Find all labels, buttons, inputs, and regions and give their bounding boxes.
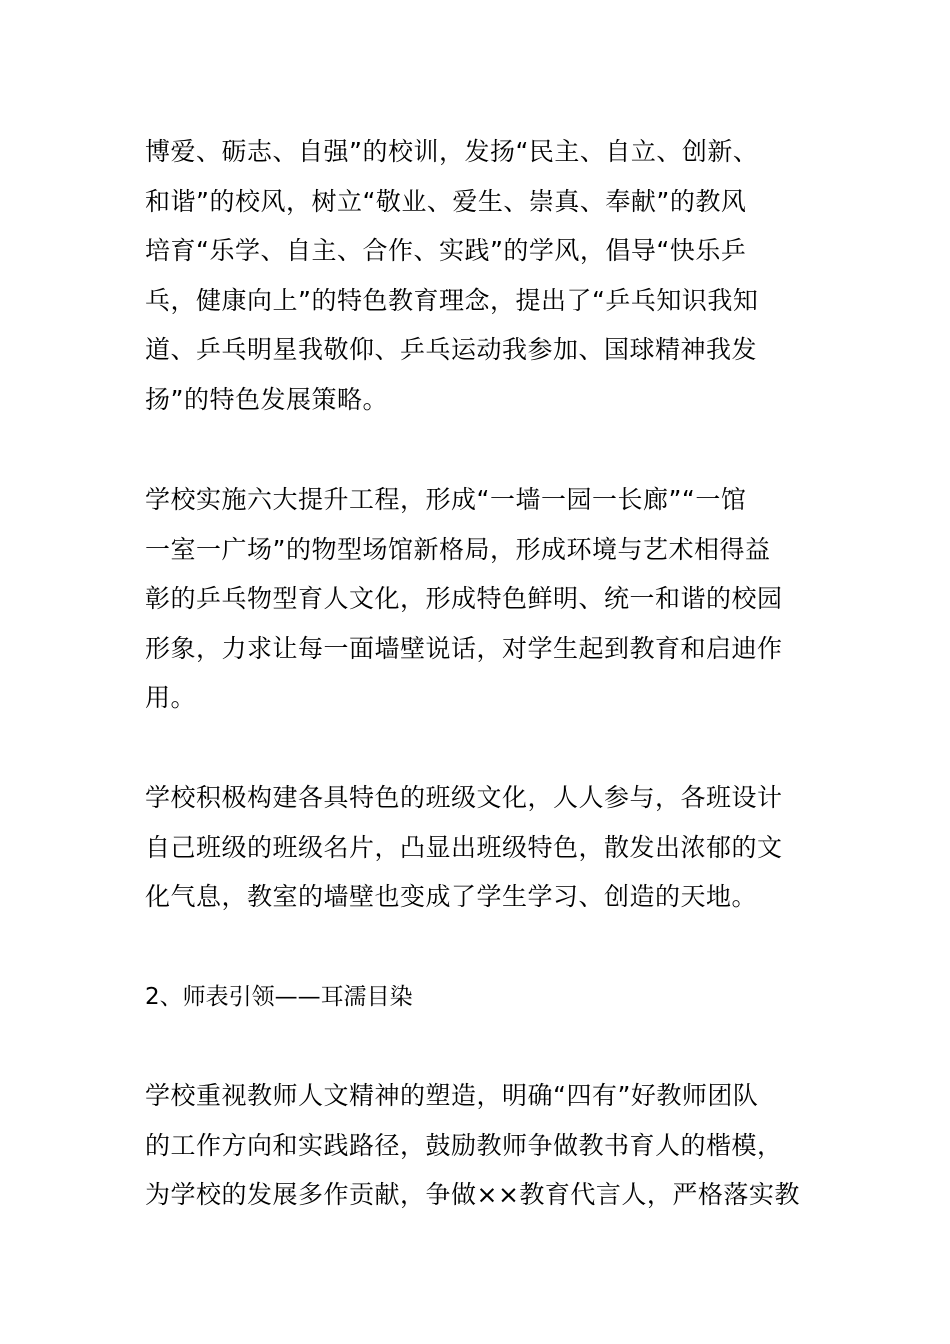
text-line: 培育“乐学、自主、合作、实践”的学风，倡导“快乐乒 [145,236,747,266]
paragraph-upgrade-projects [145,475,825,723]
text-line: 的工作方向和实践路径，鼓励教师争做教书育人的楷模， [145,1130,783,1160]
text-line: 学校积极构建各具特色的班级文化，人人参与，各班设计 [145,783,783,812]
paragraph-teacher-spirit [145,1071,825,1220]
text-line: 学校重视教师人文精神的塑造，明确“四有”好教师团队 [145,1081,759,1110]
text-line: 道、乒乓明星我敬仰、乒乓运动我参加、国球精神我发 [145,335,758,365]
text-line: 为学校的发展多作贡献，争做××教育代言人，严格落实教 [145,1180,800,1210]
text-line: 形象，力求让每一面墙壁说话，对学生起到教育和启迪作 [145,633,783,663]
text-line: 扬”的特色发展策略。 [145,384,388,414]
text-line: 学校实施六大提升工程，形成“一墙一园一长廊”“一馆 [145,485,747,514]
text-line: 彰的乒乓物型育人文化，形成特色鲜明、统一和谐的校园 [145,584,783,614]
paragraph-class-culture [145,773,825,922]
section-heading: 2、师表引领——耳濡目染 [145,984,413,1010]
text-line: 自己班级的班级名片，凸显出班级特色，散发出浓郁的文 [145,832,783,862]
paragraph-school-motto [145,127,825,425]
text-line: 和谐”的校风，树立“敬业、爱生、崇真、奉献”的教风 [145,186,747,216]
text-line: 一室一广场”的物型场馆新格局，形成环境与艺术相得益 [145,534,771,564]
text-line: 乓，健康向上”的特色教育理念，提出了“乒乓知识我知 [145,285,759,315]
text-line: 用。 [145,683,197,713]
text-line: 博爱、砺志、自强”的校训，发扬“民主、自立、创新、 [145,137,759,166]
text-line: 化气息，教室的墙壁也变成了学生学习、创造的天地。 [145,882,758,912]
